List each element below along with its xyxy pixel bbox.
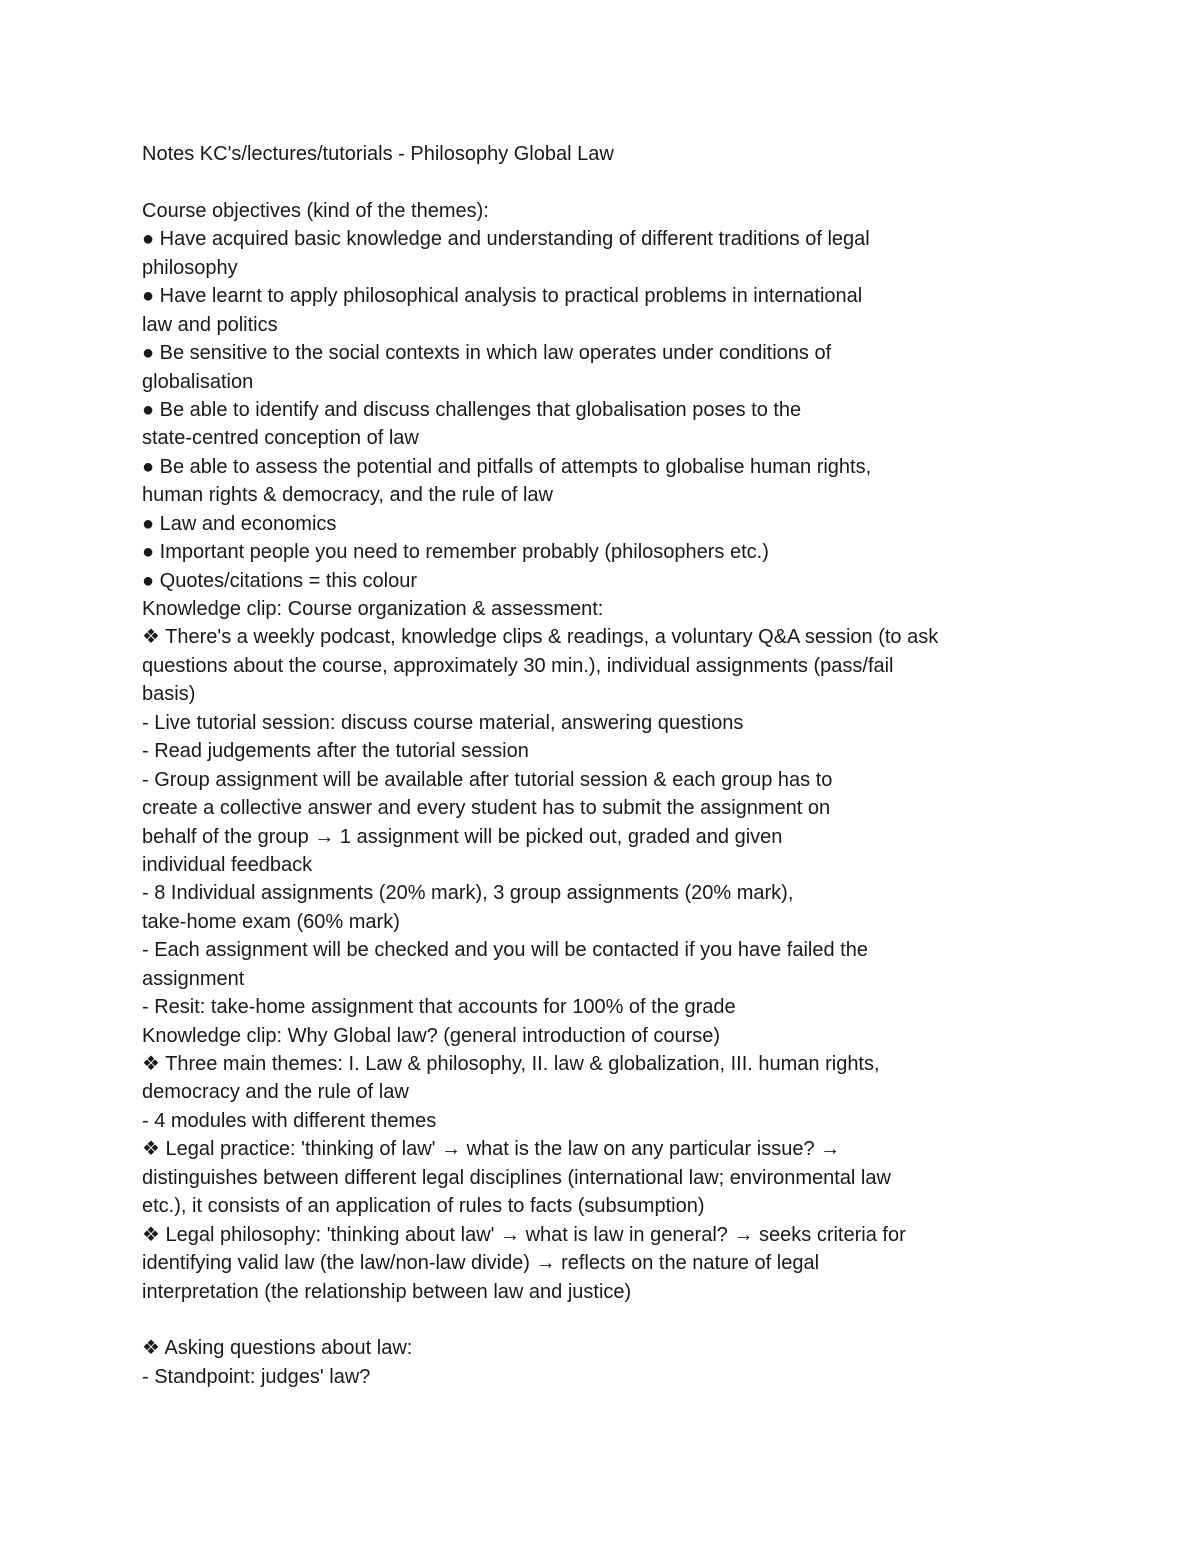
document-title: Notes KC's/lectures/tutorials - Philosophy Global Law: [142, 143, 614, 165]
dash-line: - Each assignment will be checked and you will be contacted if you have failed the: [142, 939, 868, 962]
dash-line: - Resit: take-home assignment that accounts for 100% of the grade: [142, 996, 736, 1019]
text-line: state-centred conception of law: [142, 427, 419, 450]
bullet-line: ● Have acquired basic knowledge and understanding of different traditions of legal: [142, 228, 870, 251]
bullet-line: ● Be able to identify and discuss challenges that globalisation poses to the: [142, 398, 802, 421]
text-line: individual feedback: [142, 853, 313, 876]
text-line: democracy and the rule of law: [142, 1081, 409, 1104]
text-line: human rights & democracy, and the rule of law: [142, 484, 553, 507]
section-heading: Knowledge clip: Course organization & assessment:: [142, 598, 604, 620]
section-heading: Knowledge clip: Why Global law? (general introduction of course): [142, 1024, 721, 1047]
blank-line: [142, 168, 1042, 196]
dash-line: - Standpoint: judges' law?: [142, 1365, 371, 1388]
diamond-bullet-line: ❖ Legal philosophy: 'thinking about law' → what is law in general? → seeks criteria for: [142, 1223, 906, 1246]
text-line: basis): [142, 683, 196, 706]
bullet-line: ● Law and economics: [142, 512, 337, 535]
diamond-bullet-line: ❖ There's a weekly podcast, knowledge clips & readings, a voluntary Q&A session (to ask: [142, 626, 939, 649]
dash-line: - Read judgements after the tutorial session: [142, 740, 529, 763]
text-line: take-home exam (60% mark): [142, 910, 400, 933]
text-line: identifying valid law (the law/non-law divide) → reflects on the nature of legal: [142, 1252, 820, 1275]
text-line: behalf of the group → 1 assignment will be picked out, graded and given: [142, 825, 783, 848]
diamond-bullet-line: ❖ Asking questions about law:: [142, 1337, 413, 1360]
diamond-bullet-line: ❖ Legal practice: 'thinking of law' → what is the law on any particular issue? →: [142, 1138, 841, 1161]
dash-line: - Live tutorial session: discuss course material, answering questions: [142, 711, 744, 734]
text-line: etc.), it consists of an application of rules to facts (subsumption): [142, 1195, 705, 1218]
text-line: create a collective answer and every student has to submit the assignment on: [142, 797, 831, 820]
text-line: law and politics: [142, 313, 278, 336]
bullet-line: ● Be sensitive to the social contexts in which law operates under conditions of: [142, 342, 832, 365]
text-line: globalisation: [142, 370, 254, 393]
text-line: assignment: [142, 967, 245, 990]
text-line: questions about the course, approximately 30 min.), individual assignments (pass/fail: [142, 654, 894, 677]
bullet-line: ● Quotes/citations = this colour: [142, 569, 417, 592]
bullet-line: ● Have learnt to apply philosophical analysis to practical problems in international: [142, 285, 863, 308]
dash-line: - 8 Individual assignments (20% mark), 3 group assignments (20% mark),: [142, 882, 794, 905]
blank-line: [142, 1306, 1042, 1334]
diamond-bullet-line: ❖ Three main themes: I. Law & philosophy, II. law & globalization, III. human rights,: [142, 1053, 880, 1075]
dash-line: - Group assignment will be available after tutorial session & each group has to: [142, 768, 833, 791]
text-line: interpretation (the relationship between law and justice): [142, 1280, 632, 1303]
document-body: [142, 140, 1042, 1391]
text-line: distinguishes between different legal disciplines (international law; environmental law: [142, 1166, 891, 1189]
text-line: Course objectives (kind of the themes):: [142, 199, 489, 222]
bullet-line: ● Important people you need to remember probably (philosophers etc.): [142, 541, 769, 564]
bullet-line: ● Be able to assess the potential and pitfalls of attempts to globalise human rights,: [142, 455, 872, 478]
text-line: philosophy: [142, 256, 238, 279]
dash-line: - 4 modules with different themes: [142, 1109, 437, 1132]
